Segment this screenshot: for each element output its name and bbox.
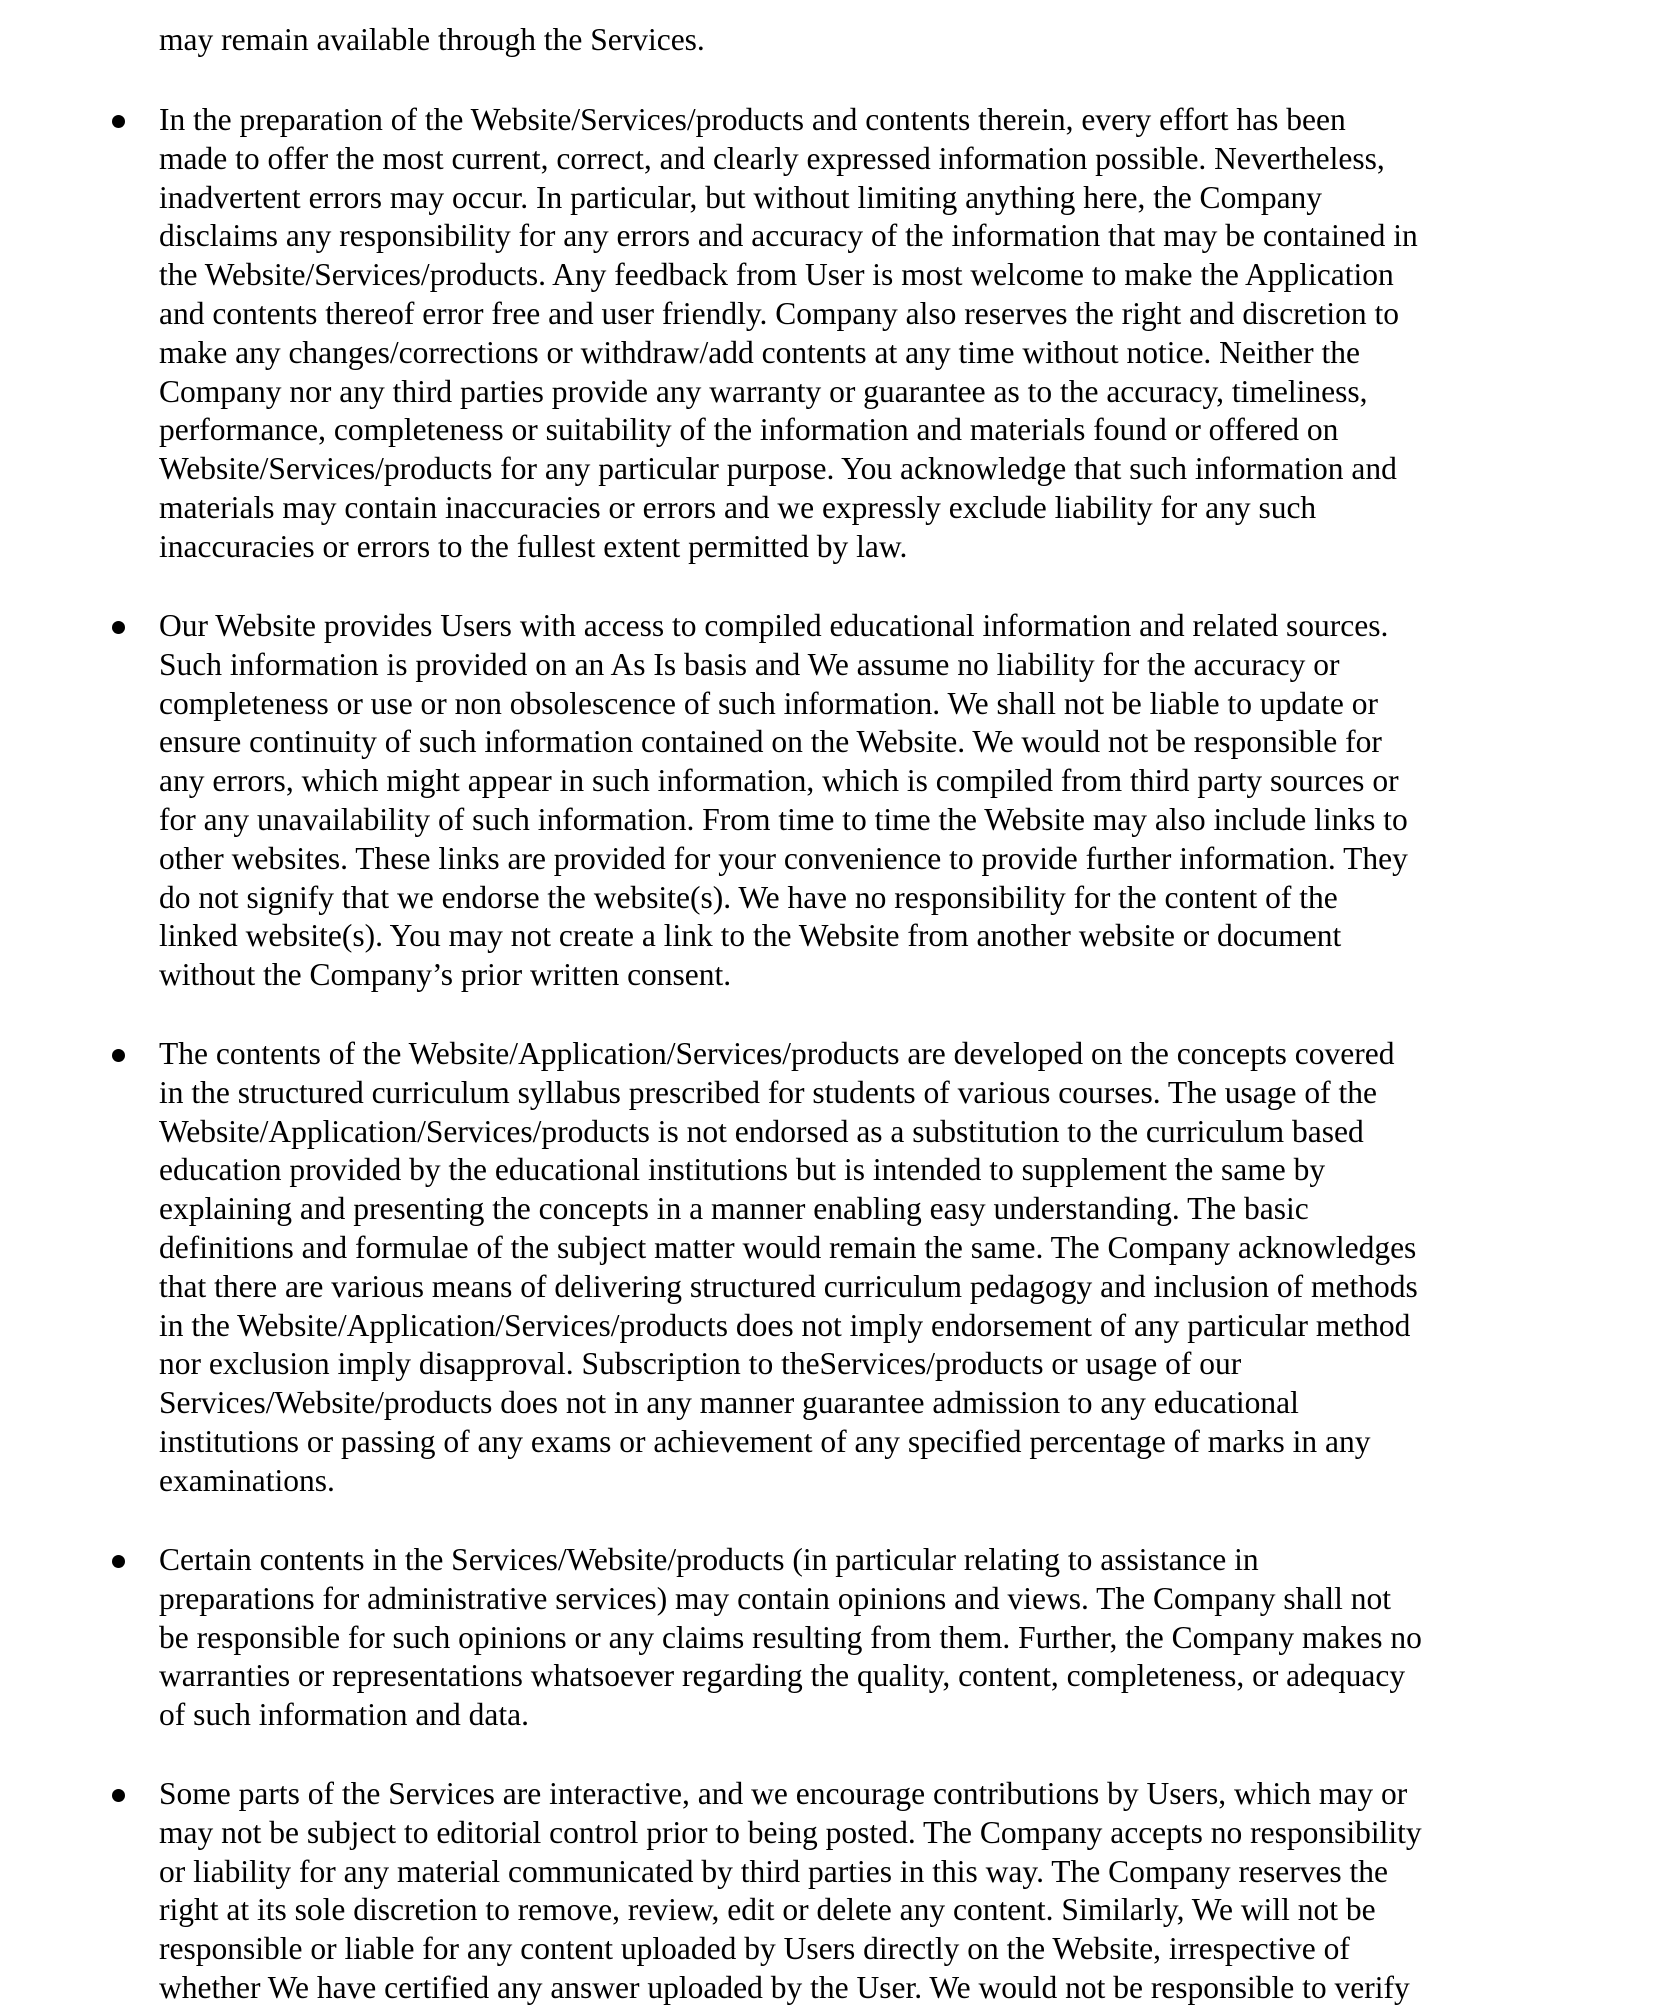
text-line: other websites. These links are provided for your convenience to provide further information. They bbox=[159, 840, 1408, 876]
bullet-icon bbox=[112, 1789, 125, 1802]
text-line: without the Company’s prior written consent. bbox=[159, 957, 732, 993]
text-line: ensure continuity of such information contained on the Website. We would not be responsible for bbox=[159, 724, 1382, 760]
text-line: The contents of the Website/Application/Services/products are developed on the concepts covered bbox=[159, 1036, 1395, 1071]
text-line: do not signify that we endorse the website(s). We have no responsibility for the content of the bbox=[159, 879, 1338, 915]
bullet-icon bbox=[112, 1555, 125, 1568]
text-line: performance, completeness or suitability of the information and materials found or offered on bbox=[159, 412, 1339, 448]
text-line: Our Website provides Users with access to compiled educational information and related sources. bbox=[159, 608, 1389, 643]
text-line: warranties or representations whatsoever regarding the quality, content, completeness, or adequacy bbox=[159, 1658, 1406, 1694]
text-line: may not be subject to editorial control prior to being posted. The Company accepts no responsibility bbox=[159, 1814, 1422, 1850]
bullet-icon bbox=[112, 621, 125, 634]
text-line: be responsible for such opinions or any claims resulting from them. Further, the Company makes no bbox=[159, 1619, 1422, 1655]
text-line: that there are various means of delivering structured curriculum pedagogy and inclusion of methods bbox=[159, 1268, 1418, 1304]
text-line: made to offer the most current, correct, and clearly expressed information possible. Nevertheless, bbox=[159, 140, 1385, 176]
text-line: responsible or liable for any content uploaded by Users directly on the Website, irrespective of bbox=[159, 1931, 1350, 1967]
bullet-icon bbox=[112, 1049, 125, 1062]
text-line: right at its sole discretion to remove, review, edit or delete any content. Similarly, We will not be bbox=[159, 1892, 1376, 1928]
text-line: Website/Services/products for any particular purpose. You acknowledge that such information and bbox=[159, 451, 1397, 487]
text-line: materials may contain inaccuracies or errors and we expressly exclude liability for any such bbox=[159, 489, 1317, 525]
text-line: preparations for administrative services) may contain opinions and views. The Company shall not bbox=[159, 1580, 1392, 1616]
text-line: in the Website/Application/Services/products does not imply endorsement of any particular method bbox=[159, 1307, 1411, 1343]
text-line: Such information is provided on an As Is basis and We assume no liability for the accuracy or bbox=[159, 646, 1340, 682]
text-line: education provided by the educational institutions but is intended to supplement the same by bbox=[159, 1152, 1326, 1188]
text-line: completeness or use or non obsolescence of such information. We shall not be liable to update or bbox=[159, 685, 1378, 721]
text-line: inaccuracies or errors to the fullest extent permitted by law. bbox=[159, 528, 908, 564]
continuation-text: may remain available through the Services. bbox=[159, 22, 705, 57]
text-line: the Website/Services/products. Any feedback from User is most welcome to make the Application bbox=[159, 257, 1394, 293]
paragraph-opinions-views bbox=[159, 1541, 1559, 1735]
text-line: inadvertent errors may occur. In particular, but without limiting anything here, the Company bbox=[159, 179, 1323, 215]
text-line: Company nor any third parties provide any warranty or guarantee as to the accuracy, timeliness, bbox=[159, 373, 1368, 409]
text-line: nor exclusion imply disapproval. Subscription to theServices/products or usage of our bbox=[159, 1346, 1242, 1382]
text-line: In the preparation of the Website/Services/products and contents therein, every effort has been bbox=[159, 102, 1346, 137]
text-line: Some parts of the Services are interactive, and we encourage contributions by Users, which may or bbox=[159, 1776, 1408, 1811]
text-line: of such information and data. bbox=[159, 1697, 530, 1733]
text-line: in the structured curriculum syllabus prescribed for students of various courses. The usage of the bbox=[159, 1074, 1377, 1110]
text-line: institutions or passing of any exams or achievement of any specified percentage of marks in any bbox=[159, 1423, 1371, 1459]
text-line: explaining and presenting the concepts in a manner enabling easy understanding. The basic bbox=[159, 1191, 1309, 1227]
bullet-icon bbox=[112, 115, 125, 128]
text-line: or liability for any material communicated by third parties in this way. The Company reserves the bbox=[159, 1853, 1389, 1889]
text-line: Services/Website/products does not in any manner guarantee admission to any educational bbox=[159, 1385, 1299, 1421]
text-line: definitions and formulae of the subject matter would remain the same. The Company acknowledges bbox=[159, 1229, 1417, 1265]
text-line: Certain contents in the Services/Website/products (in particular relating to assistance in bbox=[159, 1542, 1259, 1577]
text-line: Website/Application/Services/products is not endorsed as a substitution to the curriculum based bbox=[159, 1113, 1364, 1149]
paragraph-curriculum-contents bbox=[159, 1035, 1559, 1501]
text-line: linked website(s). You may not create a link to the Website from another website or document bbox=[159, 918, 1342, 954]
text-line: for any unavailability of such information. From time to time the Website may also include links to bbox=[159, 801, 1408, 837]
paragraph-accuracy-disclaimer bbox=[159, 101, 1559, 567]
text-line: and contents thereof error free and user friendly. Company also reserves the right and discretion to bbox=[159, 295, 1400, 331]
paragraph-information-sources bbox=[159, 607, 1559, 995]
text-line: disclaims any responsibility for any errors and accuracy of the information that may be contained in bbox=[159, 218, 1418, 254]
text-line: make any changes/corrections or withdraw/add contents at any time without notice. Neither the bbox=[159, 334, 1360, 370]
text-line: whether We have certified any answer uploaded by the User. We would not be responsible to verify bbox=[159, 1969, 1410, 2005]
text-line: any errors, which might appear in such information, which is compiled from third party sources or bbox=[159, 763, 1399, 799]
text-line: examinations. bbox=[159, 1462, 335, 1498]
paragraph-interactive-contributions bbox=[159, 1775, 1559, 2008]
